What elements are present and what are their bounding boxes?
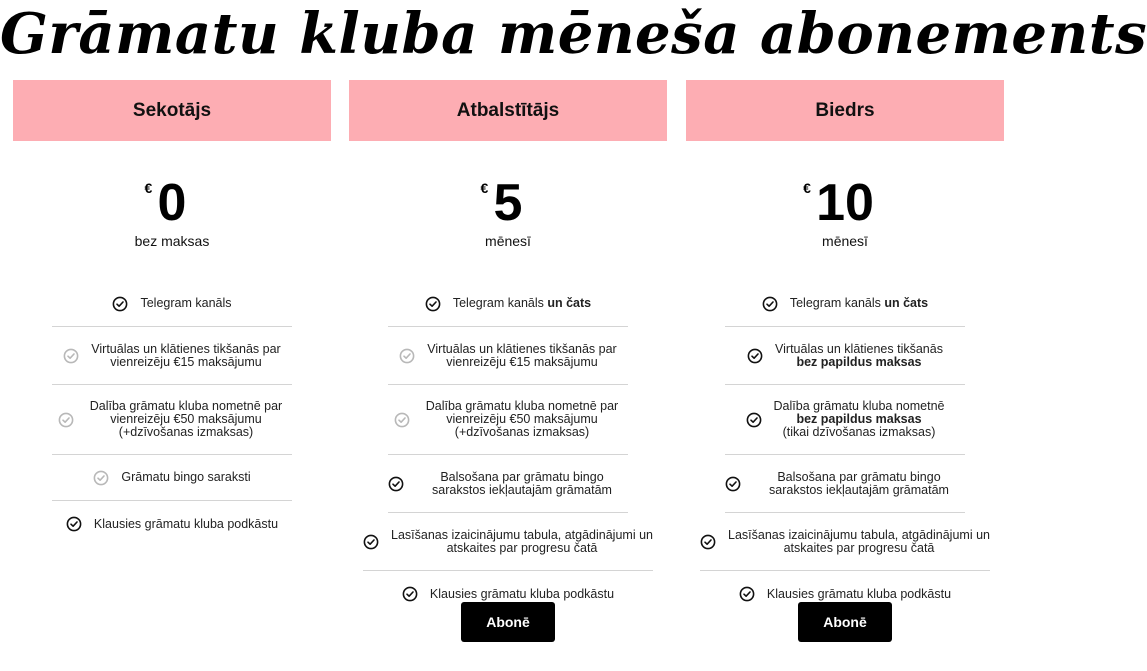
feature-item bbox=[700, 513, 990, 571]
check-circle-icon bbox=[746, 412, 762, 428]
feature-text: Telegram kanāls bbox=[140, 296, 232, 310]
subscribe-button[interactable]: Abonē bbox=[798, 602, 892, 642]
feature-text: Balsošana par grāmatu bingo sarakstos iekļautajām grāmatām bbox=[432, 469, 612, 497]
feature-text: Lasīšanas izaicinājumu tabula, atgādinājumi un atskaites par progresu čatā bbox=[728, 527, 990, 555]
feature-item bbox=[52, 327, 292, 385]
feature-text: Virtuālas un klātienes tikšanās par vienreizēju €15 maksājumu bbox=[427, 341, 617, 369]
feature-list bbox=[388, 281, 653, 617]
check-circle-icon bbox=[112, 296, 128, 312]
feature-text: Lasīšanas izaicinājumu tabula, atgādinājumi un atskaites par progresu čatā bbox=[391, 527, 653, 555]
price-amount: 0 bbox=[157, 174, 187, 232]
check-circle-icon bbox=[93, 470, 109, 486]
check-circle-icon bbox=[739, 586, 755, 602]
check-circle-icon bbox=[63, 348, 79, 364]
check-circle-icon bbox=[725, 476, 741, 492]
plan-price bbox=[13, 174, 331, 239]
feature-text: Dalība grāmatu kluba nometnē bez papildus maksas (tikai dzīvošanas izmaksas) bbox=[773, 399, 945, 439]
feature-text: Telegram kanāls un čats bbox=[789, 296, 929, 310]
check-circle-icon bbox=[58, 412, 74, 428]
feature-list bbox=[725, 281, 990, 617]
price-currency: € bbox=[803, 180, 811, 196]
plan-name: Sekotājs bbox=[13, 80, 331, 141]
feature-item bbox=[52, 281, 292, 327]
feature-text: Telegram kanāls un čats bbox=[452, 296, 592, 310]
check-circle-icon bbox=[363, 534, 379, 550]
plan-card-atbalstitajs bbox=[349, 80, 667, 660]
page-title: Grāmatu kluba mēneša abonements bbox=[0, 1, 1147, 67]
price-period: mēnesī bbox=[485, 233, 531, 249]
price-period: bez maksas bbox=[134, 233, 210, 249]
feature-item bbox=[52, 501, 292, 547]
check-circle-icon bbox=[402, 586, 418, 602]
feature-item bbox=[388, 385, 628, 455]
check-circle-icon bbox=[762, 296, 778, 312]
check-circle-icon bbox=[425, 296, 441, 312]
plan-name: Biedrs bbox=[686, 80, 1004, 141]
feature-text: Klausies grāmatu kluba podkāstu bbox=[766, 586, 952, 601]
check-circle-icon bbox=[388, 476, 404, 492]
feature-text: Dalība grāmatu kluba nometnē par vienreizēju €50 maksājumu (+dzīvošanas izmaksas) bbox=[89, 399, 283, 439]
feature-item bbox=[363, 513, 653, 571]
check-circle-icon bbox=[399, 348, 415, 364]
plan-card-sekotajs bbox=[13, 80, 331, 660]
feature-item bbox=[388, 455, 628, 513]
check-circle-icon bbox=[394, 412, 410, 428]
price-currency: € bbox=[480, 180, 489, 196]
check-circle-icon bbox=[747, 348, 763, 364]
plan-name: Atbalstītājs bbox=[349, 80, 667, 141]
feature-text: Klausies grāmatu kluba podkāstu bbox=[93, 516, 279, 531]
check-circle-icon bbox=[700, 534, 716, 550]
price-period: mēnesī bbox=[822, 233, 868, 249]
feature-item bbox=[725, 385, 965, 455]
feature-text: Grāmatu bingo saraksti bbox=[121, 470, 251, 484]
plan-card-biedrs bbox=[686, 80, 1004, 660]
price-amount: 10 bbox=[816, 174, 874, 232]
feature-item bbox=[725, 281, 965, 327]
subscribe-button[interactable]: Abonē bbox=[461, 602, 555, 642]
check-circle-icon bbox=[66, 516, 82, 532]
feature-item bbox=[388, 281, 628, 327]
feature-text: Virtuālas un klātienes tikšanās bez papildus maksas bbox=[775, 341, 943, 369]
plan-price bbox=[686, 174, 1004, 239]
price-currency: € bbox=[144, 180, 153, 196]
price-amount: 5 bbox=[493, 174, 523, 232]
feature-text: Klausies grāmatu kluba podkāstu bbox=[429, 586, 615, 601]
feature-text: Dalība grāmatu kluba nometnē par vienreizēju €50 maksājumu (+dzīvošanas izmaksas) bbox=[425, 399, 619, 439]
feature-item bbox=[725, 455, 965, 513]
feature-item bbox=[52, 385, 292, 455]
plan-price bbox=[349, 174, 667, 239]
feature-item bbox=[725, 327, 965, 385]
feature-text: Virtuālas un klātienes tikšanās par vienreizēju €15 maksājumu bbox=[91, 341, 281, 369]
feature-item bbox=[52, 455, 292, 501]
feature-list bbox=[52, 281, 292, 547]
feature-item bbox=[388, 327, 628, 385]
feature-text: Balsošana par grāmatu bingo sarakstos iekļautajām grāmatām bbox=[769, 469, 949, 497]
